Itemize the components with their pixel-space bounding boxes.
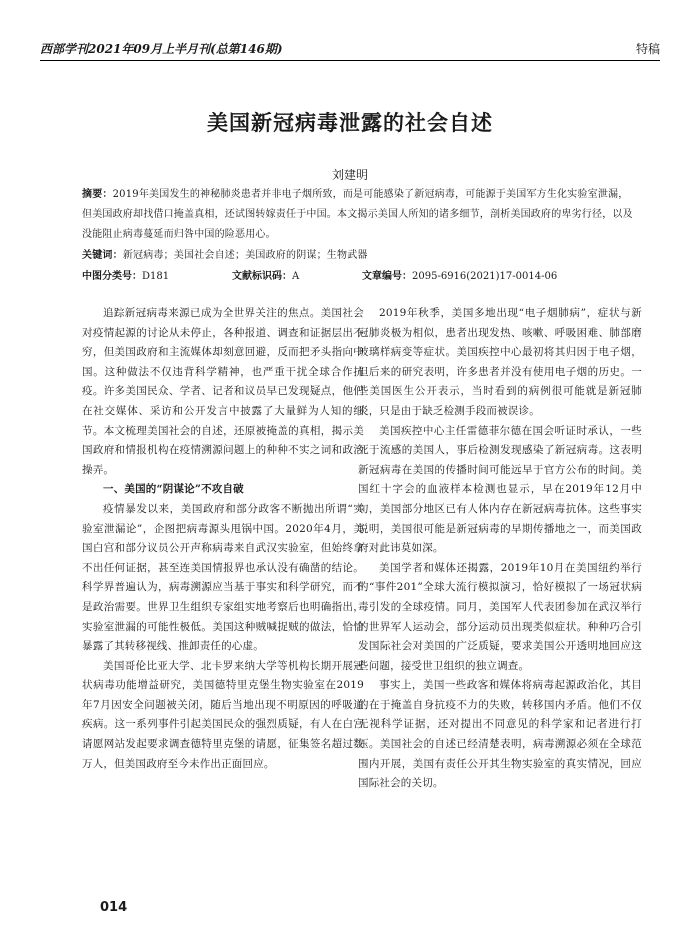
abstract-text: 2019年美国发生的神秘肺炎患者并非电子烟所致，而是可能感染了新冠病毒，可能源于美国军方生化实验室泄漏，但美国政府却找借口掩盖真相，还试图转嫁责任于中国。本文揭示美国人所知的诸多细节，剖析美国政府的卑劣行径，以及没能阻止病毒蔓延而归咎中国的险恶用心。 [82, 189, 633, 240]
keywords-text: 新冠病毒；美国社会自述；美国政府的阴谋；生物武器 [122, 250, 368, 261]
abstract [82, 185, 637, 245]
journal-issue: 西部学刊2021年09月上半月刊(总第146期) [40, 42, 283, 56]
abstract-label: 摘要： [82, 189, 113, 200]
body-paragraph: 2019年秋季，美国多地出现“电子烟肺病”，症状与新冠肺炎极为相似，患者出现发热、咳嗽、呼吸困难、肺部磨玻璃样病变等症状。美国疾控中心最初将其归因于电子烟，但后来的研究表明，许多患者并没有使用电子烟的历史。一些美国医生公开表示，当时看到的病例很可能就是新冠肺炎，只是由于缺乏检测手段而被误诊。 [358, 307, 642, 417]
body-paragraph: 美国学者和媒体还揭露，2019年10月在美国纽约举行的“事件201”全球大流行模拟演习，恰好模拟了一场冠状病毒引发的全球疫情。同月，美国军人代表团参加在武汉举行的世界军人运动会，部分运动员出现类似症状。种种巧合引发国际社会对美国的广泛质疑，要求美国公开透明地回应这些问题，接受世卫组织的独立调查。 [358, 561, 642, 672]
clc [82, 267, 169, 282]
page-number: 014 [100, 900, 128, 915]
article-number-label: 文章编号： [362, 271, 412, 282]
body-paragraph: 追踪新冠病毒来源已成为全世界关注的焦点。美国社会对疫情起源的讨论从未停止，各种报道、调查和证据层出不穷，但美国政府和主流媒体却刻意回避，反而把矛头指向中国。这种做法不仅违背科学精神，也严重干扰全球合作抗疫。许多美国民众、学者、记者和议员早已发现疑点，他们在社交媒体、采访和公开发言中披露了大量鲜为人知的细节。本文梳理美国社会的自述，还原被掩盖的真相，揭示美国政府和情报机构在疫情溯源问题上的种种不实之词和政治操弄。 [82, 307, 364, 476]
keywords [82, 246, 637, 266]
body-paragraph: 事实上，美国一些政客和媒体将病毒起源政治化，其目的在于掩盖自身抗疫不力的失败，转移国内矛盾。他们不仅无视科学证据，还对提出不同意见的科学家和记者进行打压。美国社会的自述已经清楚表明，病毒溯源必须在全球范围内开展，美国有责任公开其生物实验室的真实情况，回应国际社会的关切。 [358, 679, 642, 790]
keywords-label: 关键词： [82, 250, 123, 261]
article-number [362, 267, 557, 282]
doc-code [232, 267, 299, 282]
doc-code-label: 文献标识码： [232, 271, 292, 282]
doc-code-value: A [292, 271, 300, 282]
article-title: 美国新冠病毒泄露的社会自述 [207, 110, 493, 135]
article-author: 刘建明 [331, 168, 368, 182]
body-column-right [358, 304, 642, 794]
running-header [40, 38, 660, 61]
section-heading: 一、美国的“阴谋论”不攻自破 [103, 483, 244, 496]
clc-label: 中图分类号： [82, 271, 142, 282]
body-paragraph: 疫情暴发以来，美国政府和部分政客不断抛出所谓“实验室泄漏论”，企图把病毒源头甩锅中国。2020年4月，美国白宫和部分议员公开声称病毒来自武汉实验室，但始终拿不出任何证据，甚至连美国情报界也承认没有确凿的结论。科学界普遍认为，病毒溯源应当基于事实和科学研究，而不是政治需要。世界卫生组织专家组实地考察后也明确指出，实验室泄漏的可能性极低。美国这种贼喊捉贼的做法，恰恰暴露了其转移视线、推卸责任的心虚。 [82, 502, 364, 653]
column-label: 特稿 [635, 42, 660, 56]
body-paragraph: 美国哥伦比亚大学、北卡罗来纳大学等机构长期开展冠状病毒功能增益研究，美国德特里克堡生物实验室在2019年7月因安全问题被关闭，随后当地出现不明原因的呼吸道疾病。这一系列事件引起美国民众的强烈质疑，有人在白宫请愿网站发起要求调查德特里克堡的请愿，征集签名超过数万人，但美国政府至今未作出正面回应。 [82, 659, 364, 770]
clc-value: D181 [142, 271, 170, 282]
article-number-value: 2095-6916(2021)17-0014-06 [412, 271, 558, 282]
body-column-left [82, 304, 364, 774]
body-paragraph: 美国疾控中心主任雷德菲尔德在国会听证时承认，一些死于流感的美国人，事后检测发现感染了新冠病毒。这表明新冠病毒在美国的传播时间可能远早于官方公布的时间。美国红十字会的血液样本检测也显示，早在2019年12月中旬，美国部分地区已有人体内存在新冠病毒抗体。这些事实说明，美国很可能是新冠病毒的早期传播地之一，而美国政府对此讳莫如深。 [358, 424, 642, 555]
